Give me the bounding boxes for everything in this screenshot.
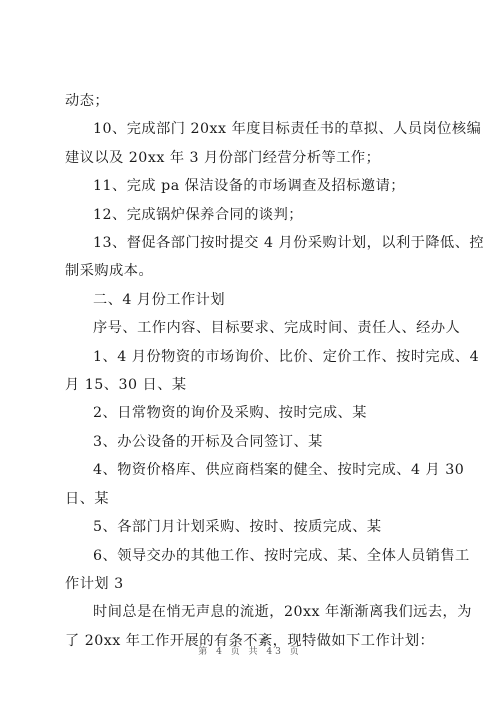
text-line: 12、完成锅炉保养合同的谈判； (93, 206, 303, 223)
text-line: 10、完成部门 20xx 年度目标责任书的草拟、人员岗位核编 (93, 121, 482, 138)
text-line: 作计划 3 (65, 575, 124, 592)
text-line: 13、督促各部门按时提交 4 月份采购计划，以利于降低、控 (93, 235, 485, 252)
text-line: 日、某 (65, 490, 110, 507)
text-line: 制采购成本。 (65, 263, 154, 280)
text-line: 6、领导交办的其他工作、按时完成、某、全体人员销售工 (93, 547, 470, 564)
text-line: 11、完成 pa 保洁设备的市场调查及招标邀请； (93, 178, 405, 195)
text-line: 时间总是在悄无声息的流逝，20xx 年渐渐离我们远去，为 (93, 604, 472, 621)
text-line: 序号、工作内容、目标要求、完成时间、责任人、经办人 (93, 320, 461, 337)
text-line: 动态； (65, 93, 110, 109)
text-line: 3、办公设备的开标及合同签订、某 (93, 433, 323, 450)
text-line: 2、日常物资的询价及采购、按时完成、某 (93, 405, 367, 422)
section-heading: 二、4 月份工作计划 (93, 291, 226, 308)
text-line: 5、各部门月计划采购、按时、按质完成、某 (93, 519, 382, 536)
text-line: 建议以及 20xx 年 3 月份部门经营分析等工作； (65, 149, 381, 166)
text-line: 了 20xx 年工作开展的有条不紊，现特做如下工作计划： (65, 632, 435, 649)
text-line: 4、物资价格库、供应商档案的健全、按时完成、4 月 30 (93, 462, 465, 479)
page-number-footer: 第 4 页 共 43 页 (198, 647, 302, 657)
text-line: 1、4 月份物资的市场询价、比价、定价工作、按时完成、4 (93, 348, 480, 365)
document-body (65, 87, 485, 655)
text-line: 月 15、30 日、某 (65, 377, 187, 394)
